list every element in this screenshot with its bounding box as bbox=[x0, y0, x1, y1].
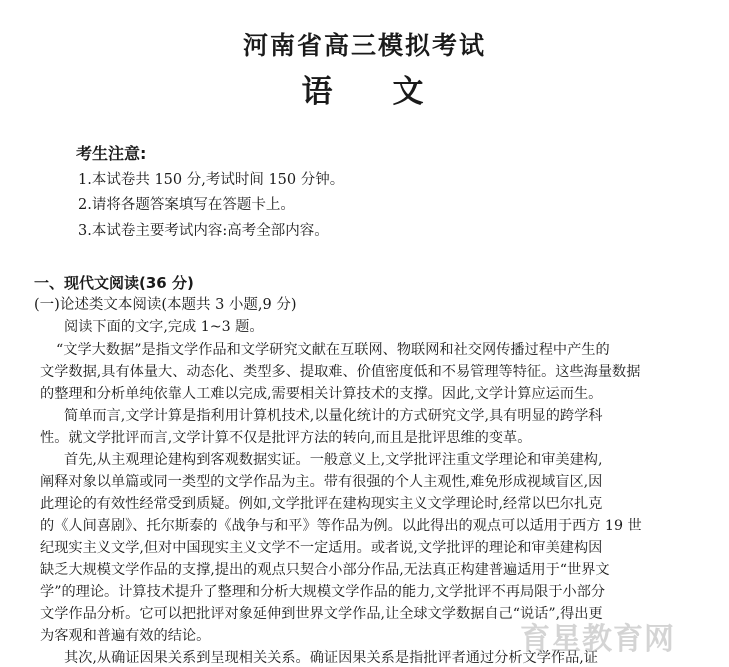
section-subtitle: (一)论述类文本阅读(本题共 3 小题,9 分) bbox=[34, 297, 297, 313]
passage-line: 此理论的有效性经常受到质疑。例如,文学批评在建构现实主义文学理论时,经常以巴尔扎克 bbox=[40, 496, 603, 512]
subject-title bbox=[0, 66, 729, 111]
note-item: 3.本试卷主要考试内容:高考全部内容。 bbox=[78, 223, 329, 239]
passage-line: 首先,从主观理论建构到客观数据实证。一般意义上,文学批评注重文学理论和审美建构, bbox=[64, 452, 603, 468]
notes-title: 考生注意: bbox=[76, 144, 147, 163]
note-item: 1.本试卷共 150 分,考试时间 150 分钟。 bbox=[78, 172, 345, 188]
passage-line: “文学大数据”是指文学作品和文学研究文献在互联网、物联网和社交网传播过程中产生的 bbox=[56, 342, 610, 358]
note-item: 2.请将各题答案填写在答题卡上。 bbox=[78, 197, 295, 213]
passage-line: 的《人间喜剧》、托尔斯泰的《战争与和平》等作品为例。以此得出的观点可以适用于西方 19 世 bbox=[40, 518, 642, 534]
passage-line: 文学数据,具有体量大、动态化、类型多、提取难、价值密度低和不易管理等特征。这些海量数据 bbox=[40, 364, 641, 380]
passage-line: 学”的理论。计算技术提升了整理和分析大规模文学作品的能力,文学批评不再局限于小部分 bbox=[40, 584, 606, 600]
section-title: 一、现代文阅读(36 分) bbox=[34, 274, 194, 292]
passage-line: 性。就文学批评而言,文学计算不仅是批评方法的转向,而且是批评思维的变革。 bbox=[40, 430, 532, 446]
passage-line: 简单而言,文学计算是指利用计算机技术,以量化统计的方式研究文学,具有明显的跨学科 bbox=[64, 408, 603, 424]
watermark: 育星教育网 bbox=[520, 622, 675, 657]
passage-line: 缺乏大规模文学作品的支撑,提出的观点只契合小部分作品,无法真正构建普遍适用于“世界文 bbox=[40, 562, 610, 578]
passage-line: 阐释对象以单篇或同一类型的文学作品为主。带有很强的个人主观性,难免形成视域盲区,因 bbox=[40, 474, 603, 490]
passage-line: 其次,从确证因果关系到呈现相关关系。确证因果关系是指批评者通过分析文学作品,证 bbox=[64, 650, 598, 666]
subject-char-2: 文 bbox=[392, 74, 428, 110]
passage-line: 为客观和普遍有效的结论。 bbox=[40, 628, 211, 644]
exam-title: 河南省高三模拟考试 bbox=[242, 31, 486, 60]
passage-line: 纪现实主义文学,但对中国现实主义文学不一定适用。或者说,文学批评的理论和审美建构因 bbox=[40, 540, 603, 556]
passage-line: 的整理和分析单纯依靠人工难以完成,需要相关计算技术的支撑。因此,文学计算应运而生。 bbox=[40, 386, 603, 402]
subject-char-1: 语 bbox=[301, 74, 337, 110]
passage-line: 阅读下面的文字,完成 1~3 题。 bbox=[64, 319, 264, 335]
passage-line: 文学作品分析。它可以把批评对象延伸到世界文学作品,让全球文学数据自己“说话”,得出更 bbox=[40, 606, 603, 622]
